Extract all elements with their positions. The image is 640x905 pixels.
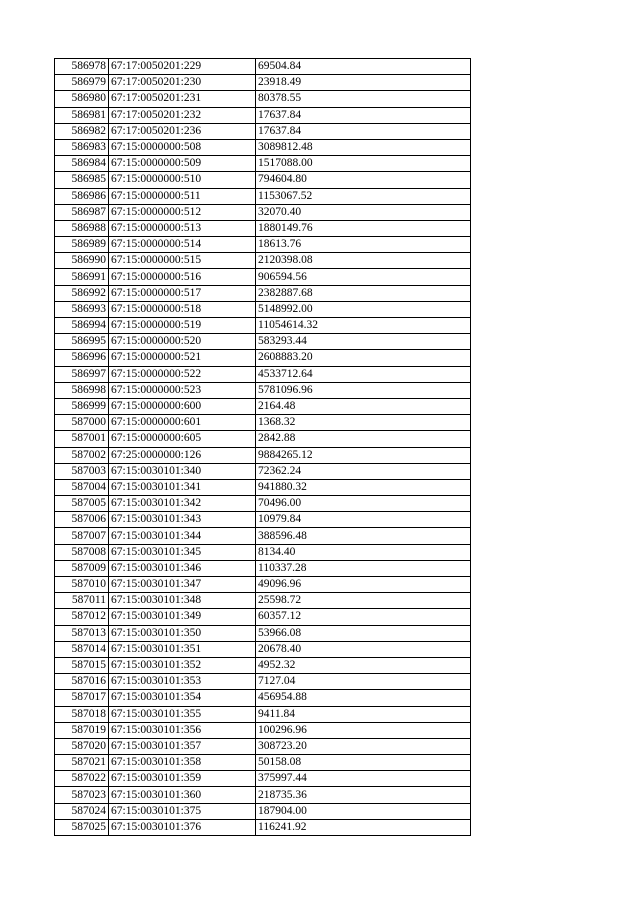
cadastral-number-cell: 67:15:0030101:356 xyxy=(109,722,256,738)
table-row xyxy=(55,204,471,220)
row-index-cell: 587018 xyxy=(55,706,109,722)
cadastral-value-cell: 388596.48 xyxy=(256,528,471,544)
cadastral-number-cell: 67:17:0050201:236 xyxy=(109,123,256,139)
cadastral-value-cell: 18613.76 xyxy=(256,237,471,253)
cadastral-value-cell: 308723.20 xyxy=(256,738,471,754)
table-body xyxy=(55,59,471,836)
row-index-cell: 587000 xyxy=(55,415,109,431)
cadastral-number-cell: 67:15:0000000:518 xyxy=(109,301,256,317)
row-index-cell: 587007 xyxy=(55,528,109,544)
row-index-cell: 586988 xyxy=(55,220,109,236)
table-row xyxy=(55,625,471,641)
cadastral-value-cell: 906594.56 xyxy=(256,269,471,285)
row-index-cell: 587022 xyxy=(55,771,109,787)
cadastral-number-cell: 67:15:0030101:346 xyxy=(109,560,256,576)
table-row xyxy=(55,593,471,609)
cadastral-value-cell: 7127.04 xyxy=(256,674,471,690)
cadastral-number-cell: 67:15:0000000:515 xyxy=(109,253,256,269)
table-row xyxy=(55,253,471,269)
cadastral-number-cell: 67:15:0000000:516 xyxy=(109,269,256,285)
cadastral-value-cell: 60357.12 xyxy=(256,609,471,625)
table-row xyxy=(55,59,471,75)
cadastral-value-cell: 25598.72 xyxy=(256,593,471,609)
cadastral-number-cell: 67:15:0000000:510 xyxy=(109,172,256,188)
row-index-cell: 586986 xyxy=(55,188,109,204)
cadastral-number-cell: 67:17:0050201:230 xyxy=(109,75,256,91)
table-row xyxy=(55,738,471,754)
cadastral-number-cell: 67:15:0000000:601 xyxy=(109,415,256,431)
cadastral-number-cell: 67:15:0030101:359 xyxy=(109,771,256,787)
cadastral-value-cell: 2608883.20 xyxy=(256,350,471,366)
table-row xyxy=(55,512,471,528)
cadastral-value-cell: 69504.84 xyxy=(256,59,471,75)
row-index-cell: 587020 xyxy=(55,738,109,754)
cadastral-value-cell: 2382887.68 xyxy=(256,285,471,301)
row-index-cell: 586991 xyxy=(55,269,109,285)
row-index-cell: 587005 xyxy=(55,496,109,512)
row-index-cell: 586984 xyxy=(55,156,109,172)
cadastral-number-cell: 67:15:0000000:513 xyxy=(109,220,256,236)
cadastral-value-cell: 2120398.08 xyxy=(256,253,471,269)
row-index-cell: 586996 xyxy=(55,350,109,366)
table-row xyxy=(55,819,471,835)
cadastral-value-cell: 50158.08 xyxy=(256,755,471,771)
cadastral-value-cell: 1153067.52 xyxy=(256,188,471,204)
table-row xyxy=(55,544,471,560)
table-row xyxy=(55,75,471,91)
cadastral-value-cell: 70496.00 xyxy=(256,496,471,512)
row-index-cell: 586983 xyxy=(55,139,109,155)
row-index-cell: 586993 xyxy=(55,301,109,317)
cadastral-number-cell: 67:15:0000000:511 xyxy=(109,188,256,204)
cadastral-value-cell: 10979.84 xyxy=(256,512,471,528)
row-index-cell: 586982 xyxy=(55,123,109,139)
cadastral-value-cell: 375997.44 xyxy=(256,771,471,787)
table-row xyxy=(55,269,471,285)
row-index-cell: 587002 xyxy=(55,447,109,463)
cadastral-number-cell: 67:15:0030101:347 xyxy=(109,577,256,593)
table-row xyxy=(55,803,471,819)
table-row xyxy=(55,641,471,657)
row-index-cell: 587008 xyxy=(55,544,109,560)
row-index-cell: 587017 xyxy=(55,690,109,706)
row-index-cell: 586989 xyxy=(55,237,109,253)
table-row xyxy=(55,787,471,803)
cadastral-value-cell: 116241.92 xyxy=(256,819,471,835)
table-row xyxy=(55,657,471,673)
row-index-cell: 587023 xyxy=(55,787,109,803)
cadastral-number-cell: 67:15:0030101:355 xyxy=(109,706,256,722)
row-index-cell: 586995 xyxy=(55,334,109,350)
table-row xyxy=(55,755,471,771)
cadastral-number-cell: 67:15:0000000:605 xyxy=(109,431,256,447)
row-index-cell: 587019 xyxy=(55,722,109,738)
cadastral-value-cell: 53966.08 xyxy=(256,625,471,641)
row-index-cell: 587003 xyxy=(55,463,109,479)
cadastral-value-cell: 100296.96 xyxy=(256,722,471,738)
cadastral-number-cell: 67:15:0030101:345 xyxy=(109,544,256,560)
cadastral-value-cell: 11054614.32 xyxy=(256,318,471,334)
row-index-cell: 586979 xyxy=(55,75,109,91)
row-index-cell: 587015 xyxy=(55,657,109,673)
cadastral-number-cell: 67:15:0000000:519 xyxy=(109,318,256,334)
cadastral-number-cell: 67:15:0030101:349 xyxy=(109,609,256,625)
cadastral-number-cell: 67:15:0030101:348 xyxy=(109,593,256,609)
table-row xyxy=(55,771,471,787)
row-index-cell: 586997 xyxy=(55,366,109,382)
cadastral-number-cell: 67:15:0000000:512 xyxy=(109,204,256,220)
cadastral-number-cell: 67:15:0000000:521 xyxy=(109,350,256,366)
cadastral-number-cell: 67:15:0030101:340 xyxy=(109,463,256,479)
row-index-cell: 587021 xyxy=(55,755,109,771)
cadastral-number-cell: 67:15:0030101:350 xyxy=(109,625,256,641)
cadastral-number-cell: 67:15:0000000:517 xyxy=(109,285,256,301)
table-row xyxy=(55,139,471,155)
table-row xyxy=(55,350,471,366)
row-index-cell: 587024 xyxy=(55,803,109,819)
cadastral-number-cell: 67:15:0030101:341 xyxy=(109,479,256,495)
cadastral-value-cell: 4952.32 xyxy=(256,657,471,673)
table-row xyxy=(55,382,471,398)
cadastral-value-cell: 2842.88 xyxy=(256,431,471,447)
table-row xyxy=(55,706,471,722)
row-index-cell: 587016 xyxy=(55,674,109,690)
table-row xyxy=(55,528,471,544)
table-row xyxy=(55,674,471,690)
cadastral-value-cell: 110337.28 xyxy=(256,560,471,576)
table-row xyxy=(55,366,471,382)
cadastral-number-cell: 67:15:0030101:375 xyxy=(109,803,256,819)
row-index-cell: 587009 xyxy=(55,560,109,576)
cadastral-number-cell: 67:15:0030101:354 xyxy=(109,690,256,706)
cadastral-value-cell: 583293.44 xyxy=(256,334,471,350)
table-row xyxy=(55,237,471,253)
row-index-cell: 587004 xyxy=(55,479,109,495)
row-index-cell: 587013 xyxy=(55,625,109,641)
cadastral-number-cell: 67:15:0030101:351 xyxy=(109,641,256,657)
cadastral-value-cell: 80378.55 xyxy=(256,91,471,107)
cadastral-value-cell: 187904.00 xyxy=(256,803,471,819)
row-index-cell: 586990 xyxy=(55,253,109,269)
cadastral-value-cell: 794604.80 xyxy=(256,172,471,188)
row-index-cell: 587011 xyxy=(55,593,109,609)
cadastral-value-cell: 23918.49 xyxy=(256,75,471,91)
table-row xyxy=(55,463,471,479)
cadastral-number-cell: 67:17:0050201:229 xyxy=(109,59,256,75)
cadastral-value-cell: 1368.32 xyxy=(256,415,471,431)
row-index-cell: 587025 xyxy=(55,819,109,835)
table-row xyxy=(55,107,471,123)
cadastral-number-cell: 67:15:0030101:353 xyxy=(109,674,256,690)
table-row xyxy=(55,334,471,350)
cadastral-value-table xyxy=(54,58,471,836)
table-row xyxy=(55,172,471,188)
table-row xyxy=(55,156,471,172)
cadastral-number-cell: 67:15:0030101:376 xyxy=(109,819,256,835)
cadastral-number-cell: 67:15:0000000:600 xyxy=(109,398,256,414)
table-row xyxy=(55,318,471,334)
cadastral-value-cell: 2164.48 xyxy=(256,398,471,414)
cadastral-value-cell: 1880149.76 xyxy=(256,220,471,236)
cadastral-value-cell: 218735.36 xyxy=(256,787,471,803)
cadastral-number-cell: 67:15:0030101:343 xyxy=(109,512,256,528)
cadastral-number-cell: 67:15:0000000:523 xyxy=(109,382,256,398)
table-row xyxy=(55,91,471,107)
table-row xyxy=(55,496,471,512)
cadastral-number-cell: 67:17:0050201:232 xyxy=(109,107,256,123)
cadastral-value-cell: 3089812.48 xyxy=(256,139,471,155)
table-row xyxy=(55,398,471,414)
cadastral-value-cell: 4533712.64 xyxy=(256,366,471,382)
table-row xyxy=(55,447,471,463)
table-row xyxy=(55,722,471,738)
cadastral-value-cell: 20678.40 xyxy=(256,641,471,657)
cadastral-number-cell: 67:15:0000000:522 xyxy=(109,366,256,382)
cadastral-value-cell: 72362.24 xyxy=(256,463,471,479)
table-row xyxy=(55,123,471,139)
cadastral-number-cell: 67:15:0000000:520 xyxy=(109,334,256,350)
cadastral-value-cell: 9884265.12 xyxy=(256,447,471,463)
table-row xyxy=(55,479,471,495)
cadastral-value-cell: 32070.40 xyxy=(256,204,471,220)
cadastral-number-cell: 67:17:0050201:231 xyxy=(109,91,256,107)
cadastral-number-cell: 67:15:0000000:509 xyxy=(109,156,256,172)
table-row xyxy=(55,690,471,706)
row-index-cell: 586992 xyxy=(55,285,109,301)
cadastral-number-cell: 67:15:0030101:360 xyxy=(109,787,256,803)
cadastral-value-cell: 17637.84 xyxy=(256,123,471,139)
cadastral-number-cell: 67:15:0030101:358 xyxy=(109,755,256,771)
row-index-cell: 586999 xyxy=(55,398,109,414)
cadastral-value-cell: 5148992.00 xyxy=(256,301,471,317)
row-index-cell: 586981 xyxy=(55,107,109,123)
cadastral-number-cell: 67:25:0000000:126 xyxy=(109,447,256,463)
table-row xyxy=(55,577,471,593)
cadastral-value-cell: 17637.84 xyxy=(256,107,471,123)
row-index-cell: 586994 xyxy=(55,318,109,334)
row-index-cell: 587010 xyxy=(55,577,109,593)
table-row xyxy=(55,220,471,236)
cadastral-value-cell: 456954.88 xyxy=(256,690,471,706)
row-index-cell: 587012 xyxy=(55,609,109,625)
row-index-cell: 587014 xyxy=(55,641,109,657)
table-row xyxy=(55,609,471,625)
cadastral-number-cell: 67:15:0000000:514 xyxy=(109,237,256,253)
cadastral-number-cell: 67:15:0000000:508 xyxy=(109,139,256,155)
cadastral-value-cell: 49096.96 xyxy=(256,577,471,593)
table-row xyxy=(55,285,471,301)
cadastral-number-cell: 67:15:0030101:352 xyxy=(109,657,256,673)
cadastral-value-cell: 9411.84 xyxy=(256,706,471,722)
cadastral-number-cell: 67:15:0030101:357 xyxy=(109,738,256,754)
cadastral-number-cell: 67:15:0030101:344 xyxy=(109,528,256,544)
table-row xyxy=(55,301,471,317)
table-row xyxy=(55,431,471,447)
cadastral-value-cell: 8134.40 xyxy=(256,544,471,560)
row-index-cell: 586980 xyxy=(55,91,109,107)
table-row xyxy=(55,560,471,576)
cadastral-value-cell: 941880.32 xyxy=(256,479,471,495)
cadastral-value-cell: 1517088.00 xyxy=(256,156,471,172)
row-index-cell: 586998 xyxy=(55,382,109,398)
row-index-cell: 586985 xyxy=(55,172,109,188)
cadastral-number-cell: 67:15:0030101:342 xyxy=(109,496,256,512)
row-index-cell: 586987 xyxy=(55,204,109,220)
row-index-cell: 587001 xyxy=(55,431,109,447)
table-row xyxy=(55,188,471,204)
table-row xyxy=(55,415,471,431)
row-index-cell: 587006 xyxy=(55,512,109,528)
cadastral-value-cell: 5781096.96 xyxy=(256,382,471,398)
row-index-cell: 586978 xyxy=(55,59,109,75)
